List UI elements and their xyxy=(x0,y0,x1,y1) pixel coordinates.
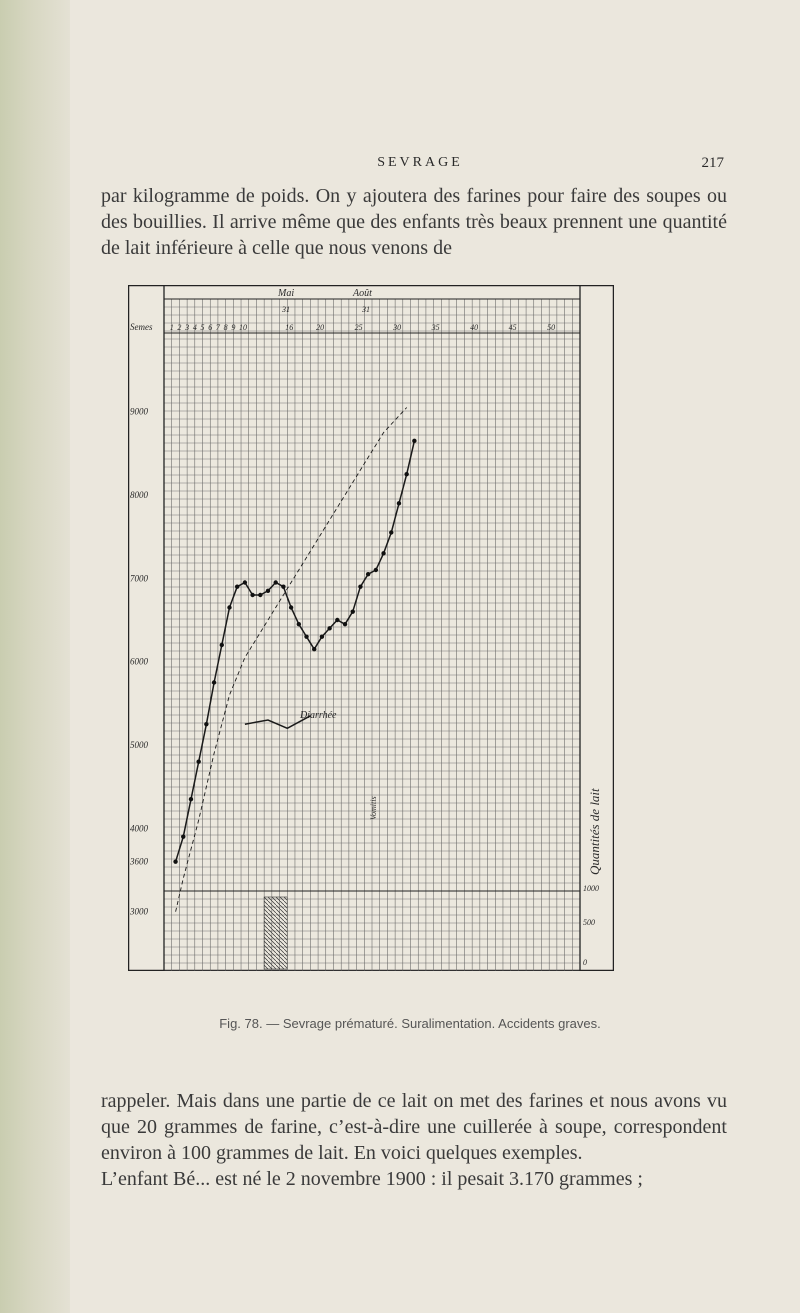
milk-tick-label: 500 xyxy=(583,918,595,927)
week-tick-label: 2 xyxy=(177,323,182,332)
paragraph-top: par kilogramme de poids. On y ajoutera des farines pour faire des soupes ou des bouillies. Il arrive même que des enfants très beaux prennent une quantité de lait inférieure à celle que nous venons de xyxy=(101,185,727,259)
milk-tick-label: 1000 xyxy=(583,884,599,893)
weight-point xyxy=(289,605,293,609)
weight-point xyxy=(212,680,216,684)
weight-point xyxy=(389,530,393,534)
milk-hatch-bars xyxy=(264,897,287,969)
running-title: SEVRAGE xyxy=(377,155,463,170)
annotation-diarrhea: Diarrhée xyxy=(300,710,337,721)
weight-point xyxy=(412,439,416,443)
weight-point xyxy=(250,593,254,597)
week-tick-label: 1 xyxy=(169,323,174,332)
week-tick-label: 9 xyxy=(231,323,236,332)
week-tick-label: 35 xyxy=(431,323,440,332)
week-tick-label: 30 xyxy=(393,323,402,332)
weeks-label: Semes xyxy=(130,322,153,332)
month-day-august: 31 xyxy=(362,305,370,314)
weight-point xyxy=(335,618,339,622)
weight-point xyxy=(312,647,316,651)
paragraph-bottom: rappeler. Mais dans une partie de ce lait on met des farines et nous avons vu que 20 grammes de farine, c’est-à-dire une cuillerée à soupe, correspondent environ à 100 grammes de lait. En voici quelques exemples. xyxy=(101,1090,727,1164)
weight-tick-label: 7000 xyxy=(130,573,148,584)
weight-point xyxy=(274,580,278,584)
right-axis-label: Quantités de lait xyxy=(587,788,602,875)
week-tick-label: 25 xyxy=(354,323,363,332)
weight-point xyxy=(227,605,231,609)
annotation-vomiting: Vomitis xyxy=(369,796,378,820)
weight-tick-label: 8000 xyxy=(130,490,148,500)
week-tick-label: 16 xyxy=(285,323,294,332)
weight-point xyxy=(320,634,324,638)
weight-point xyxy=(351,609,355,613)
weight-chart-figure xyxy=(128,285,614,971)
weight-point xyxy=(366,572,370,576)
weight-point xyxy=(258,593,262,597)
week-tick-label: 7 xyxy=(215,323,220,332)
paragraph-last: L’enfant Bé... est né le 2 novembre 1900 : il pesait 3.170 grammes ; xyxy=(101,1168,643,1190)
month-label-may: Mai xyxy=(278,288,295,299)
weight-tick-label: 5000 xyxy=(130,740,148,750)
chart-frame xyxy=(129,286,614,971)
weight-point xyxy=(196,759,200,763)
weight-tick-label: 6000 xyxy=(130,656,148,667)
week-tick-label: 5 xyxy=(200,323,205,332)
figure-caption: Fig. 78. — Sevrage prématuré. Suralimentation. Accidents graves. xyxy=(219,1016,601,1031)
weight-point xyxy=(358,584,362,588)
milk-tick-label: 0 xyxy=(583,958,587,967)
weight-point xyxy=(297,622,301,626)
milk-bar xyxy=(264,897,287,969)
week-tick-label: 20 xyxy=(316,323,325,332)
week-tick-label: 6 xyxy=(208,323,213,332)
weight-point xyxy=(281,584,285,588)
weight-point xyxy=(173,859,177,863)
week-tick-label: 8 xyxy=(223,323,228,332)
week-tick-label: 40 xyxy=(470,323,479,332)
weight-point xyxy=(404,472,408,476)
week-tick-label: 3 xyxy=(185,323,190,332)
weight-tick-label: 9000 xyxy=(130,406,148,417)
week-tick-label: 4 xyxy=(192,323,197,332)
week-tick-label: 10 xyxy=(239,323,248,332)
weight-point xyxy=(327,626,331,630)
weight-point xyxy=(374,568,378,572)
weight-tick-label: 3000 xyxy=(130,906,148,917)
weight-point xyxy=(343,622,347,626)
weight-point xyxy=(235,584,239,588)
weight-point xyxy=(204,722,208,726)
weight-point xyxy=(397,501,401,505)
weight-point xyxy=(220,643,224,647)
weight-point xyxy=(304,634,308,638)
weight-point xyxy=(381,551,385,555)
month-label-august: Août xyxy=(353,288,372,299)
running-head xyxy=(100,155,724,175)
weight-tick-label: 3600 xyxy=(130,856,148,867)
weight-point xyxy=(181,834,185,838)
weight-point xyxy=(266,589,270,593)
week-tick-label: 50 xyxy=(547,323,556,332)
week-tick-label: 45 xyxy=(508,323,517,332)
page-number: 217 xyxy=(701,155,724,171)
book-spine-shadow xyxy=(0,0,70,1313)
weight-point xyxy=(243,580,247,584)
weight-tick-label: 4000 xyxy=(130,823,148,834)
month-day-may: 31 xyxy=(282,305,290,314)
weight-point xyxy=(189,797,193,801)
